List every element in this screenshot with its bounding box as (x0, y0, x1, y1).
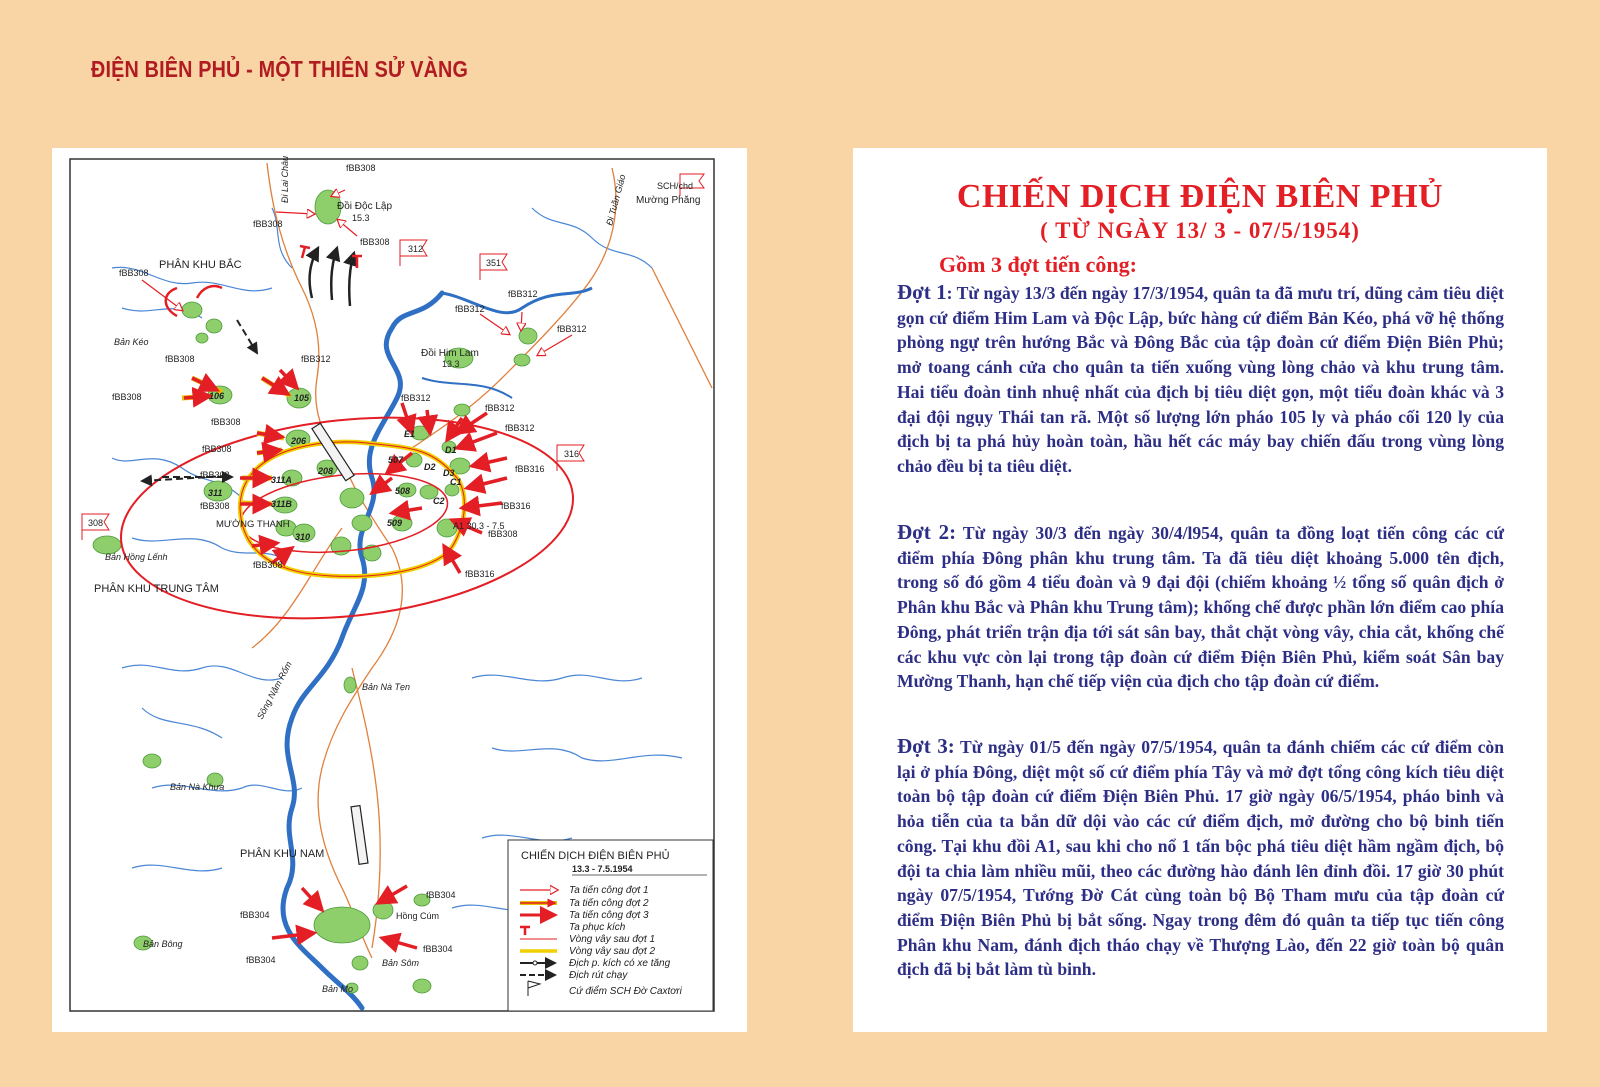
unit-label: fBB308 (200, 470, 230, 480)
phase-3-paragraph (897, 734, 1504, 982)
outpost-206: 206 (291, 436, 307, 446)
campaign-map (52, 148, 747, 1032)
unit-label: fBB308 (112, 392, 142, 402)
unit-label: fBB304 (246, 955, 276, 965)
flag-351: 351 (486, 258, 502, 268)
phase-1-label: Đợt 1 (897, 280, 947, 304)
phase-3-body: Từ ngày 01/5 đến ngày 07/5/1954, quân ta đánh chiếm các cứ điểm còn lại ở phía Đông, diệt một số cứ điểm phía Tây và mở đợt tổng công kích tiêu diệt toàn bộ tập đoàn cứ điểm Điện Biên Phủ. 17 giờ ngày 06/5/1954, pháo binh và hỏa tiễn của ta bắn dữ dội vào các cứ điểm địch, mở đường cho bộ binh tiến công. Tại khu đồi A1, sau khi cho nổ 1 tấn bộc phá tiêu diệt hầm ngầm địch, bộ đội ta chia làm nhiều mũi, theo các đường hào đánh lên đỉnh đồi. 17 giờ 30 phút ngày 07/5/1954, Tướng Đờ Cát cùng toàn bộ Bộ Tham mưu của tập đoàn cứ điểm Điện Biên Phủ bị bắt sống. Ngay trong đêm đó quân ta tiếp tục tiến công Phân khu Nam, đánh địch tháo chạy về Thượng Lào, đến 22 giờ toàn bộ quân địch đã bị bắt làm tù binh. (897, 737, 1505, 980)
map-legend (508, 840, 713, 1011)
legend-item: Ta tiến công đợt 1 (569, 885, 649, 896)
flag-312: 312 (408, 244, 424, 254)
legend-item: Cứ điểm SCH Đờ Caxtơri (569, 986, 682, 997)
outpost-508: 508 (395, 486, 411, 496)
place-muong-phang: Mường Phăng (636, 195, 701, 206)
outpost-509: 509 (387, 518, 403, 528)
enemy-counterattacks (310, 248, 354, 306)
unit-label: fBB308 (211, 417, 241, 427)
road-lai-chau: Đi Lai Châu (280, 155, 290, 203)
phase-2-paragraph (897, 520, 1504, 694)
legend-item: Ta phục kích (569, 922, 626, 933)
place-doc-lap-num: 15.3 (352, 213, 370, 223)
summary-title: CHIẾN DỊCH ĐIỆN BIÊN PHỦ (956, 178, 1444, 215)
place-ban-som: Bản Sôm (382, 958, 420, 968)
legend-item: Địch rút chạy (569, 970, 628, 981)
outpost-311a: 311A (271, 475, 292, 485)
flag-308: 308 (88, 518, 104, 528)
place-ban-na-ten: Bản Nà Tẹn (362, 682, 411, 692)
outpost-106: 106 (209, 391, 225, 401)
unit-label: fBB308 (165, 354, 195, 364)
unit-label: fBB312 (557, 324, 587, 334)
unit-label: fBB304 (423, 944, 453, 954)
place-ban-bong: Bản Bông (143, 939, 183, 949)
sector-center: PHÂN KHU TRUNG TÂM (94, 583, 219, 595)
place-him-lam: Đồi Him Lam (421, 348, 479, 359)
legend-item: Ta tiến công đợt 2 (569, 898, 649, 909)
outpost-310: 310 (295, 532, 311, 542)
legend-item: Vòng vây sau đợt 1 (569, 934, 656, 945)
river-label: Sông Nậm Rốm (254, 659, 294, 721)
unit-label: fBB316 (515, 464, 545, 474)
place-ban-mo: Bản Mo (322, 984, 354, 994)
legend-dates: 13.3 - 7.5.1954 (572, 864, 633, 874)
hong-cum-airstrip (351, 806, 368, 865)
ring-after-phase-1 (111, 397, 583, 639)
outpost-105: 105 (294, 393, 310, 403)
flag-316: 316 (564, 449, 580, 459)
place-doc-lap: Đồi Độc Lập (337, 201, 393, 212)
unit-label: fBB308 (253, 219, 283, 229)
unit-label: fBB312 (485, 403, 515, 413)
place-him-lam-num: 13.3 (442, 359, 460, 369)
phase-3-label: Đợt 3: (897, 734, 955, 758)
place-hong-cum: Hồng Cúm (396, 911, 440, 921)
unit-label: fBB316 (501, 501, 531, 511)
outpost-d3: D3 (443, 468, 455, 478)
campaign-summary-card (853, 148, 1547, 1032)
outpost-311: 311 (208, 488, 223, 498)
place-a1: A1 30.3 - 7.5 (453, 521, 505, 531)
summary-intro: Gồm 3 đợt tiến công: (939, 252, 1137, 277)
unit-label: fBB312 (301, 354, 331, 364)
sector-south: PHÂN KHU NAM (240, 848, 325, 860)
legend-item: Địch p. kích có xe tăng (569, 958, 671, 969)
unit-label: fBB308 (360, 237, 390, 247)
road-tuan-giao: Đi Tuần Giáo (604, 173, 628, 227)
unit-label: fBB308 (200, 501, 230, 511)
outpost-d2: D2 (424, 462, 436, 472)
phase-2-label: Đợt 2: (897, 520, 957, 544)
unit-label: fBB304 (426, 890, 456, 900)
unit-label: fBB308 (202, 444, 232, 454)
unit-label: fBB316 (465, 569, 495, 579)
legend-title: CHIẾN DỊCH ĐIỆN BIÊN PHỦ (521, 850, 670, 862)
page-header: ĐIỆN BIÊN PHỦ - MỘT THIÊN SỬ VÀNG (91, 56, 469, 82)
unit-label: fBB308 (119, 268, 149, 278)
unit-label: fBB312 (401, 393, 431, 403)
unit-label: fBB312 (508, 289, 538, 299)
unit-label: fBB312 (455, 304, 485, 314)
legend-item: Vòng vây sau đợt 2 (569, 946, 656, 957)
unit-label: fBB308 (488, 529, 518, 539)
unit-label: fBB304 (240, 910, 270, 920)
roads (252, 163, 712, 958)
outpost-208: 208 (318, 466, 334, 476)
place-ban-keo: Bản Kéo (114, 337, 149, 347)
phase-2-3-arrows (184, 370, 507, 948)
legend-item: Ta tiến công đợt 3 (569, 910, 649, 921)
place-muong-thanh: MƯỜNG THANH (216, 519, 290, 530)
outpost-d1: D1 (445, 445, 457, 455)
unit-label: fBB308 (346, 163, 376, 173)
outpost-311b: 311B (271, 499, 292, 509)
phase-1-paragraph (897, 280, 1504, 479)
place-sch: SCH/chd (657, 181, 694, 191)
place-ban-hong-lenh: Bản Hồng Lếnh (105, 552, 168, 562)
outpost-507: 507 (388, 455, 404, 465)
place-ban-na-khua: Bản Nà Khưa (170, 782, 225, 792)
sector-north: PHÂN KHU BẮC (159, 259, 242, 271)
outpost-c2: C2 (433, 496, 445, 506)
summary-subtitle: ( TỪ NGÀY 13/ 3 - 07/5/1954) (1040, 218, 1360, 243)
outpost-e1: E1 (404, 429, 416, 439)
phase-2-body: Từ ngày 30/3 đến ngày 30/4/l954, quân ta đồng loạt tiến công các cứ điểm phía Đông phân khu trung tâm. Ta đã tiêu diệt khoảng 5.000 tên địch, trong số đó gồm 4 tiểu đoàn và 9 đại đội (chiếm khoảng ½ tổng số quân địch ở Phân khu Bắc và Phân khu Trung tâm); khống chế được phần lớn điểm cao phía Đông, phát triển trận địa tới sát sân bay, thắt chặt vòng vây, chia cắt, khống chế các khu vực còn lại trong tập đoàn cứ điểm Điện Biên Phủ, kiểm soát Sân bay Mường Thanh, hạn chế tiếp viện của địch cho tập đoàn cứ điểm. (897, 523, 1505, 692)
phase-1-body: : Từ ngày 13/3 đến ngày 17/3/1954, quân ta đã mưu trí, dũng cảm tiêu diệt gọn cứ điểm Him Lam và Độc Lập, bức hàng cứ điểm Bản Kéo, phá vỡ hệ thống phòng ngự trên hướng Bắc và Đông Bắc của tập đoàn cứ điểm Điện Biên Phủ; mở toang cánh cửa cho quân ta tiến xuống vùng lòng chảo và khu trung tâm. Hai tiểu đoàn tinh nhuệ nhất của địch bị tiêu diệt gọn, một tiểu đoàn khác và 3 đại đội ngụy Thái tan rã. Một số lượng lớn pháo 105 ly và pháo cối 120 ly của địch bị ta phá hủy hoàn toàn, hầu hết các máy bay chiến đấu trong vùng lòng chảo đều bị ta tiêu diệt. (897, 283, 1504, 476)
unit-label: fBB308 (253, 560, 283, 570)
map-svg (52, 148, 747, 1032)
unit-label: fBB312 (505, 423, 535, 433)
outpost-c1: C1 (450, 477, 462, 487)
